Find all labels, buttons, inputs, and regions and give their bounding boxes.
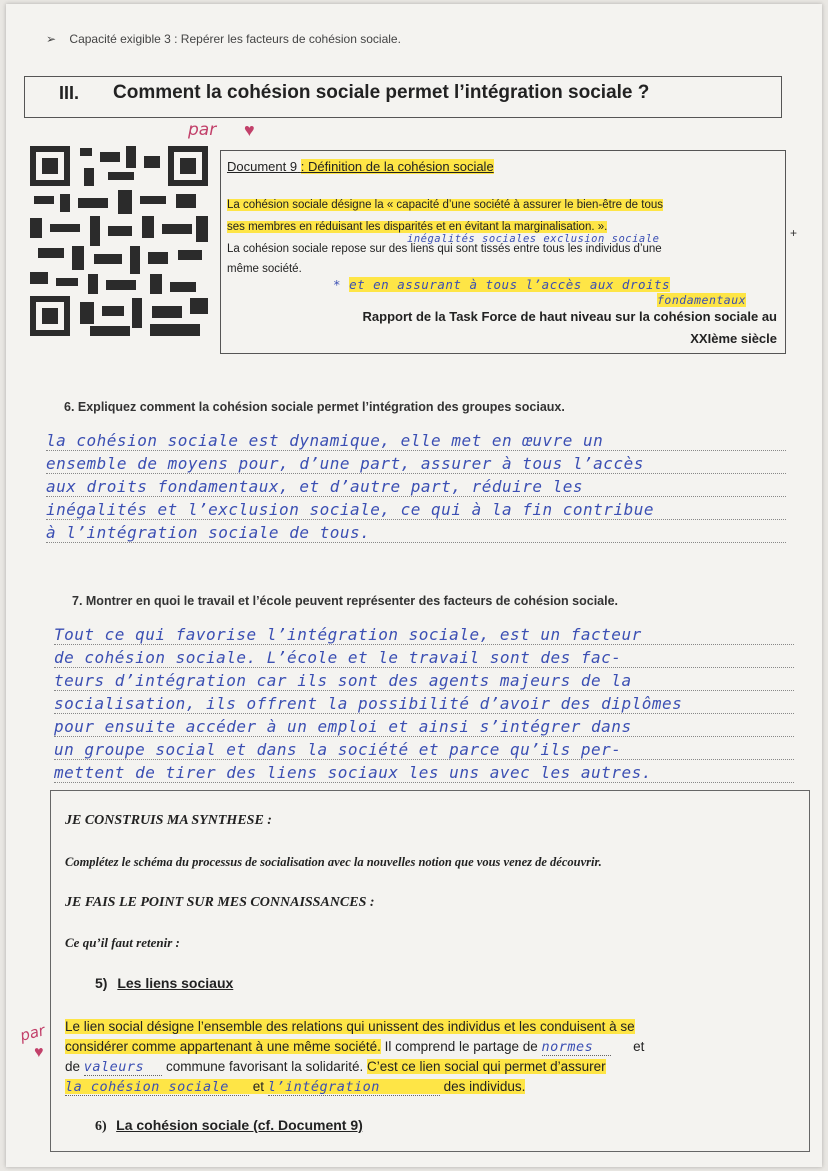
fill-integration: l’intégration xyxy=(268,1079,440,1096)
retenir-heading: Ce qu’il faut retenir : xyxy=(65,935,180,950)
liens-sociaux-paragraph: Le lien social désigne l’ensemble des relations qui unissent des individus et les conduisent à se considérer comme appartenant à une même société. Il comprend le partage de normes et de valeurs commune favorisant la solidarité. C’est ce lien social qui permet d’assurer la cohésion sociale et l’intégration des individus. xyxy=(65,1019,645,1095)
margin-note-par: par xyxy=(188,120,217,140)
question-7: 7. Montrer en quoi le travail et l’école peuvent représenter des facteurs de cohésion sociale. xyxy=(72,594,619,608)
section-number: III. xyxy=(59,83,80,103)
fill-normes: normes xyxy=(542,1039,612,1056)
document-9-handwritten-insert-2: fondamentaux xyxy=(657,293,747,307)
qr-code xyxy=(30,146,208,336)
answer-6-line: inégalités et l’exclusion sociale, ce qui à la fin contribue xyxy=(46,501,786,520)
answer-7-line: mettent de tirer des liens sociaux les uns avec les autres. xyxy=(54,764,794,783)
item-6-heading: 6) La cohésion sociale (cf. Document 9) xyxy=(95,1117,363,1134)
heart-icon: ♥ xyxy=(244,120,255,140)
synthese-heading: JE CONSTRUIS MA SYNTHESE : xyxy=(65,813,272,828)
document-9-source-line1: Rapport de la Task Force de haut niveau sur la cohésion sociale au xyxy=(362,309,777,324)
document-9-label: Document 9 xyxy=(227,159,298,174)
capacity-line xyxy=(46,32,401,46)
fill-valeurs: valeurs xyxy=(84,1059,162,1076)
document-9-heading xyxy=(227,159,494,174)
document-9-text-line1: La cohésion sociale désigne la « capacité d’une société à assurer le bien-être de tous xyxy=(227,199,664,211)
document-9-annotation: inégalités sociales exclusion sociale xyxy=(407,233,660,245)
asterisk-marker: + xyxy=(790,226,798,240)
document-9-handwritten-insert: * et en assurant à tous l’accès aux droits xyxy=(333,277,671,292)
answer-7-line: teurs d’intégration car ils sont des agents majeurs de la xyxy=(54,672,794,691)
section-title: Comment la cohésion sociale permet l’intégration sociale ? xyxy=(113,82,650,103)
answer-7-line: pour ensuite accéder à un emploi et ainsi s’intégrer dans xyxy=(54,718,794,737)
answer-6-line: ensemble de moyens pour, d’une part, assurer à tous l’accès xyxy=(46,455,786,474)
document-9-text-line4: même société. xyxy=(227,263,302,275)
answer-7-line: de cohésion sociale. L’école et le travail sont des fac- xyxy=(54,649,794,668)
answer-7-line: Tout ce qui favorise l’intégration sociale, est un facteur xyxy=(54,626,794,645)
synthese-instruction: Complétez le schéma du processus de socialisation avec la nouvelles notion que vous venez de découvrir. xyxy=(65,855,602,869)
answer-7-line: socialisation, ils offrent la possibilité d’avoir des diplômes xyxy=(54,695,794,714)
answer-6-line: la cohésion sociale est dynamique, elle met en œuvre un xyxy=(46,432,786,451)
capacity-text: Capacité exigible 3 : Repérer les facteurs de cohésion sociale. xyxy=(69,32,401,46)
document-9-title: : Définition de la cohésion sociale xyxy=(300,159,494,174)
document-9-text-line2: ses membres en réduisant les disparités et en évitant la marginalisation. ». xyxy=(227,221,608,233)
answer-7-line: un groupe social et dans la société et parce qu’ils per- xyxy=(54,741,794,760)
document-9-box xyxy=(220,150,786,354)
document-9-text-line3: La cohésion sociale repose sur des liens qui sont tissés entre tous les individus d’une xyxy=(227,243,662,255)
margin-note-par-bottom: par xyxy=(18,1021,47,1045)
question-6: 6. Expliquez comment la cohésion sociale permet l’intégration des groupes sociaux. xyxy=(64,400,565,414)
synthese-box xyxy=(50,790,810,1152)
worksheet-page xyxy=(6,4,822,1167)
point-heading: JE FAIS LE POINT SUR MES CONNAISSANCES : xyxy=(65,895,375,910)
item-5-heading: 5) Les liens sociaux xyxy=(95,975,234,991)
answer-6-line: à l’intégration sociale de tous. xyxy=(46,524,786,543)
heart-icon: ♥ xyxy=(34,1044,44,1061)
section-title-box xyxy=(24,76,782,118)
arrow-icon: ➢ xyxy=(46,32,57,46)
fill-cohesion: la cohésion sociale xyxy=(65,1079,249,1096)
document-9-source-line2: XXIème siècle xyxy=(690,331,777,346)
answer-6-line: aux droits fondamentaux, et d’autre part, réduire les xyxy=(46,478,786,497)
